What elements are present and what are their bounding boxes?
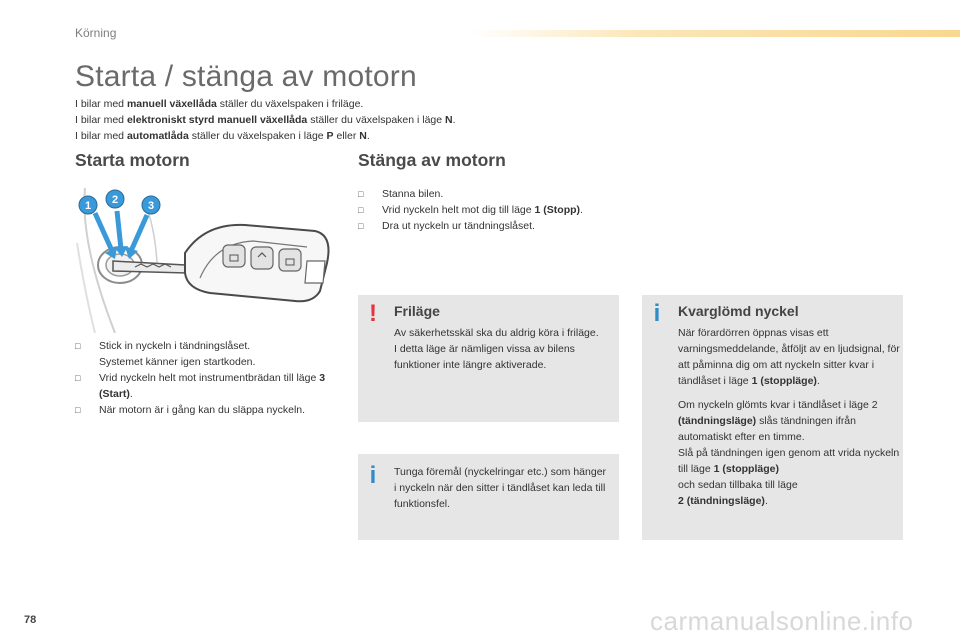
kvarglomd-text bbox=[678, 325, 900, 509]
checkbox-bullet-icon: □ bbox=[358, 221, 364, 231]
tunga-box bbox=[358, 454, 619, 540]
intro-line-electronic: I bilar med elektroniskt styrd manuell växellåda ställer du växelspaken i läge N. bbox=[75, 114, 456, 126]
stop-heading: Stänga av motorn bbox=[358, 150, 506, 170]
kvarglomd-p1: När förardörren öppnas visas ett varningsmeddelande, åtföljt av en ljudsignal, för att påminna dig om att nyckeln sitter kvar i tändlåset i läge 1 (stoppläge). bbox=[678, 327, 900, 387]
frilage-box bbox=[358, 295, 619, 422]
start-step-1: □ Stick in nyckeln i tändningslåset. Systemet känner igen startkoden. bbox=[75, 340, 256, 368]
stop-step-2: □ Vrid nyckeln helt mot dig till läge 1 (Stopp). bbox=[358, 204, 583, 216]
watermark: carmanualsonline.info bbox=[650, 606, 914, 636]
checkbox-bullet-icon: □ bbox=[75, 405, 81, 415]
header-bar bbox=[470, 30, 960, 37]
checkbox-bullet-icon: □ bbox=[75, 373, 81, 383]
intro-text bbox=[75, 96, 675, 144]
key-ignition-illustration bbox=[75, 183, 340, 333]
kvarglomd-box bbox=[642, 295, 903, 540]
info-icon: i bbox=[369, 462, 377, 489]
checkbox-bullet-icon: □ bbox=[75, 341, 81, 351]
page-number: 78 bbox=[24, 614, 37, 626]
start-heading: Starta motorn bbox=[75, 150, 190, 170]
start-steps bbox=[75, 338, 340, 418]
warning-icon: ! bbox=[369, 300, 377, 327]
checkbox-bullet-icon: □ bbox=[358, 189, 364, 199]
kvarglomd-p2: Om nyckeln glömts kvar i tändlåset i läge 2 (tändningsläge) slås tändningen ifrån automatiskt efter en timme. Slå på tändningen igen genom att vrida nyckeln till läge 1 (stoppläge) och sedan tillbaka till läge 2 (tändningsläge). bbox=[678, 399, 900, 507]
tunga-text: Tunga föremål (nyckelringar etc.) som hänger i nyckeln när den sitter i tändlåset kan leda till funktionsfel. bbox=[394, 466, 607, 510]
start-step-2: □ Vrid nyckeln helt mot instrumentbrädan till läge 3 (Start). bbox=[75, 372, 326, 400]
callout-1: 1 bbox=[84, 200, 92, 212]
stop-step-3: □ Dra ut nyckeln ur tändningslåset. bbox=[358, 220, 535, 232]
frilage-text: Av säkerhetsskäl ska du aldrig köra i friläge. I detta läge är nämligen vissa av bilens funktioner inte längre aktiverade. bbox=[394, 327, 599, 371]
stop-steps bbox=[358, 186, 658, 234]
page-title: Starta / stänga av motorn bbox=[75, 60, 417, 93]
frilage-title: Friläge bbox=[394, 303, 440, 319]
stop-step-1: □ Stanna bilen. bbox=[358, 188, 444, 200]
intro-line-manual: I bilar med manuell växellåda ställer du växelspaken i friläge. bbox=[75, 98, 364, 110]
checkbox-bullet-icon: □ bbox=[358, 205, 364, 215]
kvarglomd-title: Kvarglömd nyckel bbox=[678, 303, 799, 319]
section-header: Körning bbox=[75, 26, 117, 40]
callout-2: 2 bbox=[111, 194, 119, 206]
start-step-3: □ När motorn är i gång kan du släppa nyckeln. bbox=[75, 404, 306, 416]
intro-line-automatic: I bilar med automatlåda ställer du växelspaken i läge P eller N. bbox=[75, 130, 370, 142]
info-icon: i bbox=[653, 300, 661, 327]
callout-3: 3 bbox=[147, 200, 155, 212]
